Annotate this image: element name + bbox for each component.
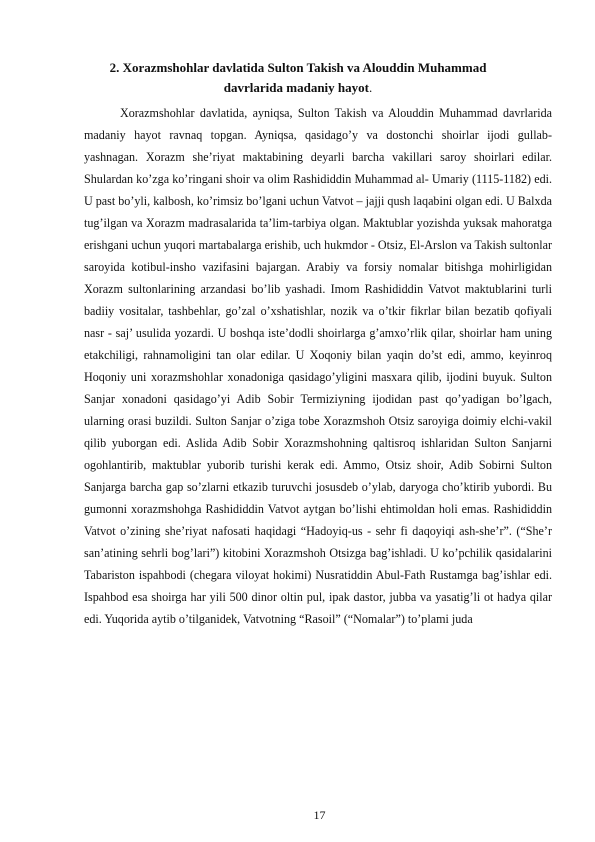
section-heading-line2: davrlarida madaniy hayot	[223, 80, 369, 95]
page-number: 17	[313, 808, 326, 822]
section-heading-line1: 2. Xorazmshohlar davlatida Sulton Takish va Alouddin Muhammad	[109, 60, 487, 75]
body-paragraph: Xorazmshohlar davlatida, ayniqsa, Sulton Takish va Alouddin Muhammad davrlarida madaniy hayot ravnaq topgan. Ayniqsa, qasidago’y va dostonchi shoirlar ijodi gullab-yashnagan. Xorazm she’riyat maktabining deyarli barcha vakillari saroy shoirlari edilar. Shulardan ko’zga ko’ringani shoir va olim Rashididdin Muhammad al- Umariy (1115-1182) edi. U past bo’yli, kalbosh, ko’rimsiz bo’lgani uchun Vatvot – jajji qush laqabini olgan edi. U Balxda tug’ilgan va Xorazm madrasalarida ta’lim-tarbiya olgan. Maktublar yozishda yuksak mahoratga erishgani uchun yuqori martabalarga erishib, uch hukmdor - Otsiz, El-Arslon va Takish sultonlar saroyida kotibul-insho vazifasini bajargan. Arabiy va forsiy nomalar bitishga mohirligidan Xorazm sultonlarining arzandasi bo’lib yashadi. Imom Rashididdin Vatvot maktublarini turli badiiy vositalar, tashbehlar, go’zal o’xshatishlar, nozik va o’tkir fikrlar bilan bezatib qofiyali nasr - saj’ usulida yozardi. U boshqa iste’dodli shoirlarga g’amxo’rlik qilar, shoirlar ham uning etakchiligi, rahnamoligini tan olar edilar. U Xoqoniy bilan yaqin do’st edi, ammo, keyinroq Hoqoniy uni xorazmshohlar xonadoniga qasidago’yligini masxara qilib, ijodini buyuk. Sulton Sanjar xonadoni qasidago’yi Adib Sobir Termiziyning ijodidan past qo’yadigan bo’lgach, ularning orasi buzildi. Sulton Sanjar o’ziga tobe Xorazmshoh Otsiz saroyiga doimiy elchi-vakil qilib yuborgan edi. Aslida Adib Sobir Xorazmshohning qaltisroq ishlaridan Sulton Sanjarni ogohlantirib, maktublar yuborib turishi kerak edi. Ammo, Otsiz shoir, Adib Sobirni Sulton Sanjarga barcha gap so’zlarni etkazib turuvchi josusdeb o’ylab, daryoga cho’ktirib yubordi. Bu gumonni xorazmshohga Rashididdin Vatvot aytgan bo’lishi ehtimoldan holi emas. Rashididdin Vatvot o’zining she’riyat nafosati haqidagi “Hadoyiq-us - sehr fi daqoyiqi ash-she’r”. (“She’r san’atining sehrli bog’lari”) kitobini Xorazmshoh Otsizga bag’ishladi. U ko’pchilik qasidalarini Tabariston ispahbodi (chegara viloyat hokimi) Nusratiddin Abul-Fath Rustamga bag’ishlar edi. Ispahbod esa shoirga har yili 500 dinor oltin pul, ipak dastor, jubba va yasatig’li ot hadya qilar edi. Yuqorida aytib o’tilganidek, Vatvotning “Rasoil” (“Nomalar”) to’plami juda	[84, 106, 553, 626]
section-heading-tail: .	[368, 80, 373, 95]
section-heading	[84, 58, 512, 98]
